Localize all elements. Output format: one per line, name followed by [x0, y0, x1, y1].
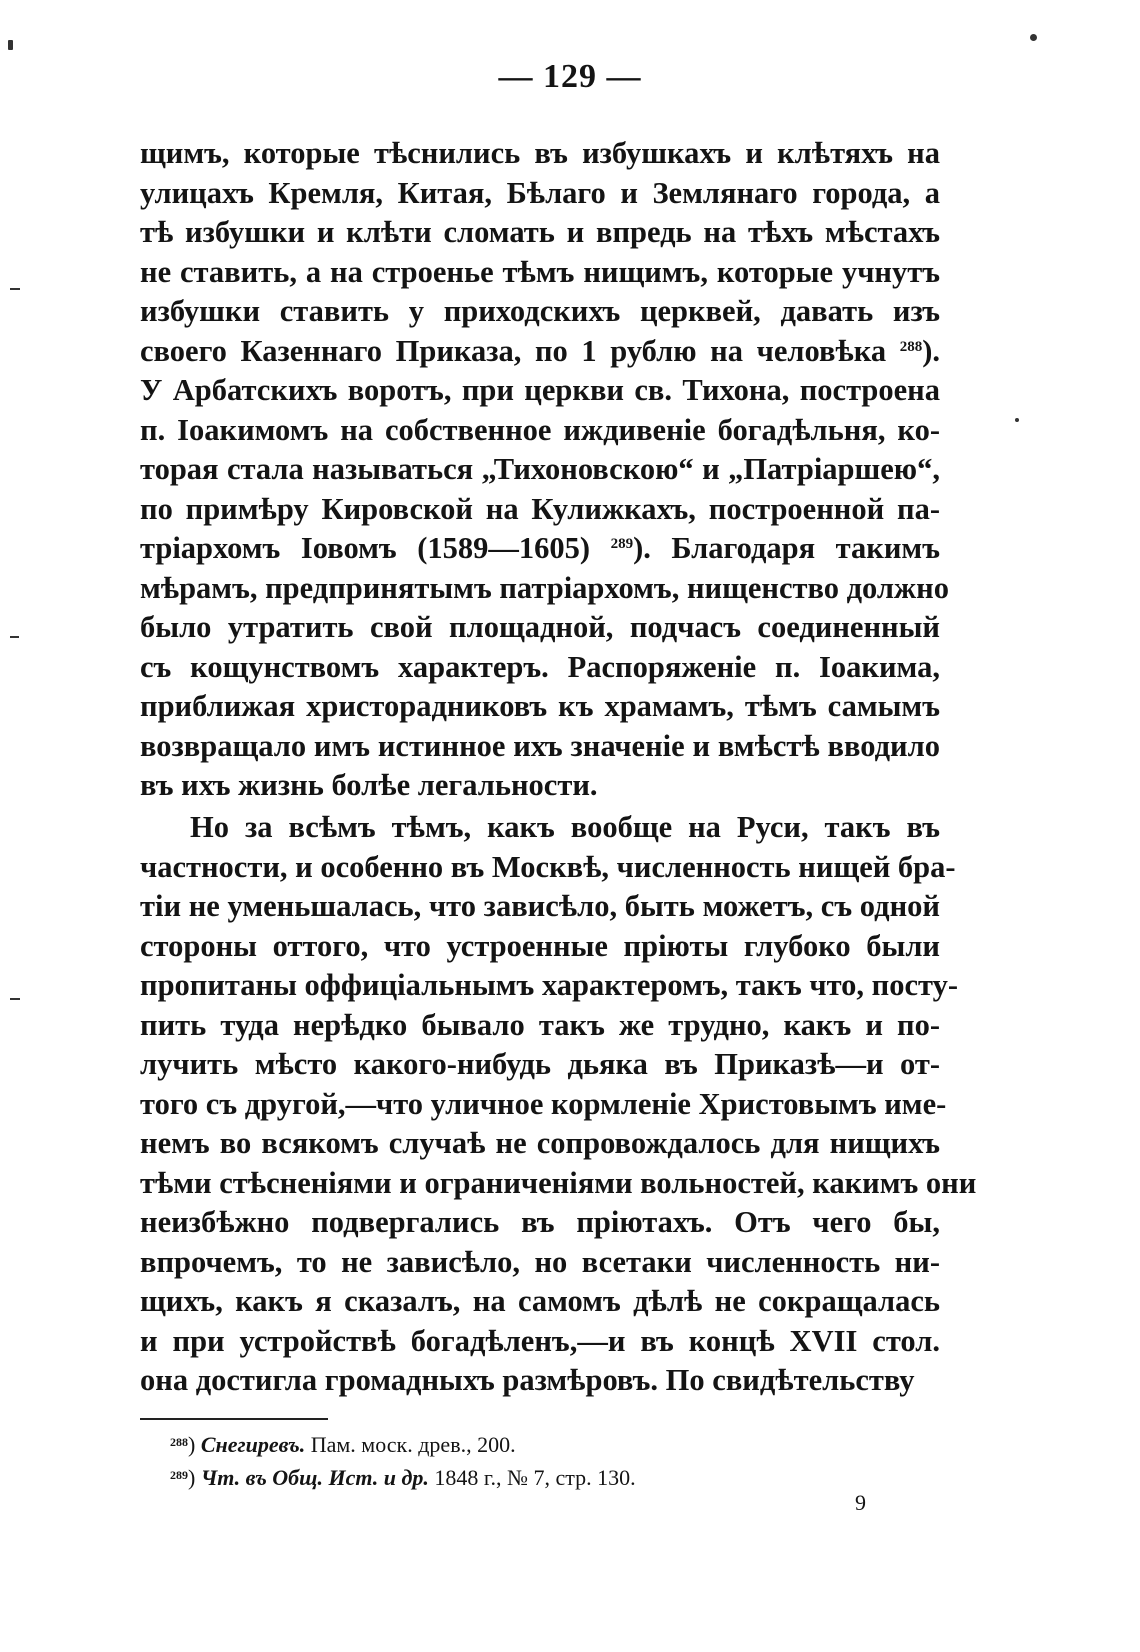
- text-run: тріархомъ Іовомъ (1589—1605): [140, 531, 611, 565]
- text-line: съ кощунствомъ характеръ. Распоряженіе п. Іоакима,: [140, 649, 940, 684]
- footnote-reference: 288: [899, 338, 923, 355]
- text-line: Но за всѣмъ тѣмъ, какъ вообще на Руси, такъ въ: [190, 810, 940, 844]
- footnote-detail: Пам. моск. древ., 200.: [305, 1432, 516, 1457]
- text-line: стороны оттого, что устроенные пріюты глубоко были: [140, 928, 940, 963]
- paragraph-2: [140, 808, 977, 1401]
- footnote: [170, 1461, 636, 1494]
- text-line: она достигла громадныхъ размѣровъ. По свидѣтельству: [140, 1363, 915, 1397]
- text-run: ). Благодаря такимъ: [633, 531, 940, 565]
- footnote-number: 288: [170, 1435, 188, 1449]
- paragraph-1: [140, 134, 949, 806]
- text-line: приближая христорадниковъ къ храмамъ, тѣмъ самымъ: [140, 689, 940, 723]
- text-line: впрочемъ, то не зависѣло, но всетаки численность ни-: [140, 1244, 940, 1279]
- scan-speck: [1030, 34, 1037, 41]
- footnotes: [170, 1428, 636, 1494]
- text-line: не ставить, а на строенье тѣмъ нищимъ, которые учнутъ: [140, 254, 940, 289]
- printer-signature-mark: 9: [855, 1490, 866, 1515]
- page-number: — 129 —: [498, 58, 642, 95]
- footnote-number: 289: [170, 1468, 188, 1482]
- footnote-paren: ): [188, 1432, 201, 1457]
- text-line: того съ другой,—что уличное кормленіе Христовымъ име-: [140, 1086, 947, 1121]
- scan-speck: [8, 40, 13, 50]
- footnote-paren: ): [188, 1465, 201, 1490]
- text-line: щимъ, которые тѣснились въ избушкахъ и клѣтяхъ на: [140, 136, 940, 170]
- text-line: п. Іоакимомъ на собственное иждивеніе богадѣльня, ко-: [140, 412, 940, 447]
- scan-speck: [10, 636, 19, 638]
- text-line: пропитаны оффиціальнымъ характеромъ, такъ что, посту-: [140, 968, 959, 1002]
- text-line: въ ихъ жизнь болѣе легальности.: [140, 768, 598, 802]
- footnote-reference: 289: [610, 536, 634, 552]
- text-line: избушки ставить у приходскихъ церквей, давать изъ: [140, 294, 940, 328]
- text-line: [140, 332, 940, 372]
- text-line: мѣрамъ, предпринятымъ патріархомъ, нищенство должно: [140, 570, 949, 605]
- text-line: немъ во всякомъ случаѣ не сопровождалось для нищихъ: [140, 1126, 940, 1160]
- text-line: частности, и особенно въ Москвѣ, численность нищей бра-: [140, 849, 956, 884]
- footnote-source: Чт. въ Общ. Ист. и др.: [200, 1465, 429, 1490]
- footnote-source: Снегиревъ.: [200, 1432, 306, 1457]
- text-line: пить туда нерѣдко бывало такъ же трудно, какъ и по-: [140, 1007, 940, 1042]
- text-line: было утратить свой площадной, подчасъ соединенный: [140, 610, 940, 644]
- text-run: своего Казеннаго Приказа, по 1 рублю на человѣка: [140, 333, 900, 368]
- footnote-divider: [140, 1418, 328, 1420]
- text-line: лучить мѣсто какого-нибудь дьяка въ Приказѣ—и от-: [140, 1047, 940, 1081]
- scan-speck: [10, 998, 20, 1000]
- scan-speck: [10, 288, 20, 290]
- text-line: тіи не уменьшалась, что зависѣло, быть можетъ, съ одной: [140, 889, 940, 923]
- text-line: У Арбатскихъ воротъ, при церкви св. Тихона, построена: [140, 373, 940, 407]
- footnote-detail: 1848 г., № 7, стр. 130.: [428, 1465, 636, 1490]
- text-line: улицахъ Кремля, Китая, Бѣлаго и Землянаго города, а: [140, 175, 940, 210]
- text-run: ).: [922, 333, 940, 368]
- text-line: неизбѣжно подвергались въ пріютахъ. Отъ чего бы,: [140, 1205, 940, 1239]
- scan-speck: [1015, 418, 1019, 422]
- text-line: торая стала называться „Тихоновскою“ и „Патріаршею“,: [140, 452, 940, 486]
- text-line: тѣ избушки и клѣти сломать и впредь на тѣхъ мѣстахъ: [140, 215, 940, 249]
- text-line: щихъ, какъ я сказалъ, на самомъ дѣлѣ не сокращалась: [140, 1284, 940, 1318]
- text-line: [140, 529, 940, 569]
- text-line: и при устройствѣ богадѣленъ,—и въ концѣ XVII стол.: [140, 1323, 940, 1358]
- footnote: [170, 1428, 636, 1461]
- text-line: по примѣру Кировской на Кулижкахъ, построенной па-: [140, 491, 940, 526]
- text-line: тѣми стѣсненіями и ограниченіями вольностей, какимъ они: [140, 1165, 977, 1200]
- text-line: возвращало имъ истинное ихъ значеніе и вмѣстѣ вводило: [140, 728, 940, 763]
